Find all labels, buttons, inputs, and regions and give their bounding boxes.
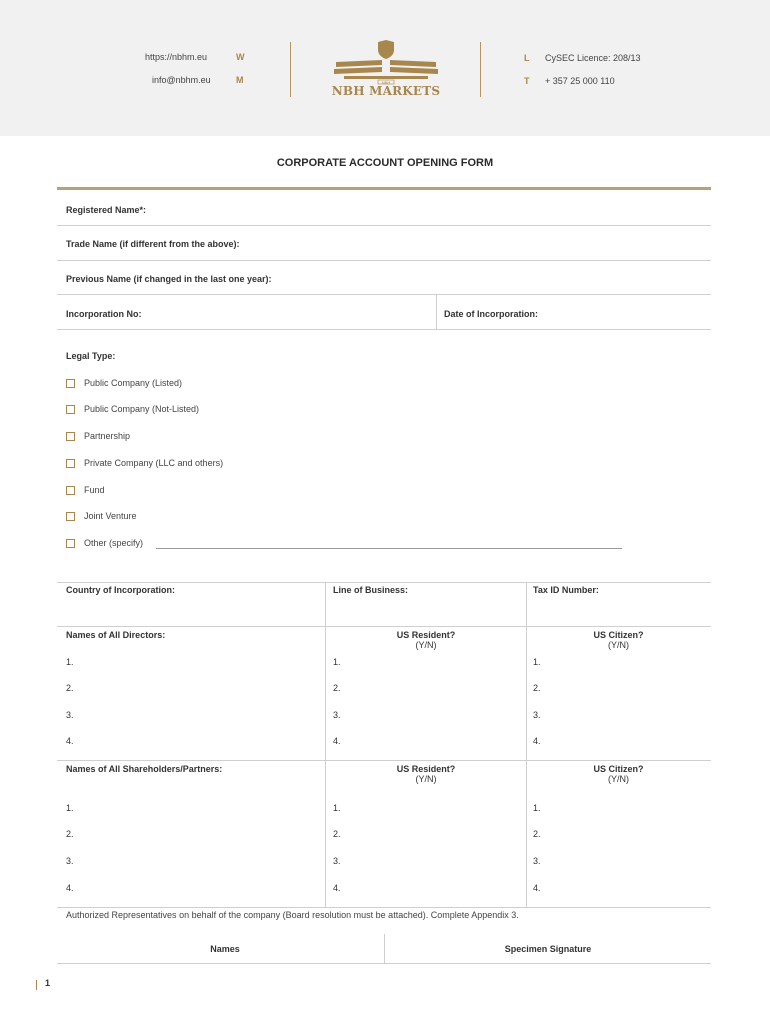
licence-text: CySEC Licence: 208/13 — [545, 53, 641, 63]
director-citizen-number: 3. — [533, 710, 541, 720]
director-row-number: 1. — [66, 657, 74, 667]
checkbox[interactable] — [66, 539, 75, 548]
trade-name-label: Trade Name (if different from the above): — [66, 239, 240, 249]
email-link[interactable]: info@nbhm.eu — [152, 75, 211, 85]
registered-name-field[interactable] — [57, 225, 711, 226]
checkbox[interactable] — [66, 405, 75, 414]
checkbox[interactable] — [66, 512, 75, 521]
directors-label: Names of All Directors: — [66, 630, 166, 640]
email-label: M — [236, 75, 244, 85]
previous-name-label: Previous Name (if changed in the last one year): — [66, 274, 272, 284]
authorized-note: Authorized Representatives on behalf of the company (Board resolution must be attached). Complete Appendix 3. — [66, 910, 519, 920]
shareholder-citizen-number: 1. — [533, 803, 541, 813]
director-citizen-number: 2. — [533, 683, 541, 693]
option-label: Partnership — [84, 431, 131, 441]
phone-label: T — [524, 76, 530, 86]
director-citizen-number: 1. — [533, 657, 541, 667]
shareholder-row-number: 3. — [66, 856, 74, 866]
legal-type-option[interactable] — [66, 484, 105, 496]
director-row-number: 4. — [66, 736, 74, 746]
header-divider-left — [290, 42, 291, 97]
table-column-divider — [325, 582, 326, 907]
table-rule — [57, 626, 711, 627]
legal-type-option[interactable] — [66, 377, 182, 389]
incorporation-field[interactable] — [57, 329, 711, 330]
page-header — [0, 0, 770, 136]
names-header: Names — [210, 944, 240, 954]
incorporation-divider — [436, 294, 437, 329]
logo-small-text: NBH — [381, 80, 391, 85]
director-resident-number: 2. — [333, 683, 341, 693]
option-label: Joint Venture — [84, 511, 137, 521]
page-title: CORPORATE ACCOUNT OPENING FORM — [276, 157, 494, 169]
legal-type-label: Legal Type: — [66, 351, 116, 361]
shareholder-row-number: 4. — [66, 883, 74, 893]
legal-type-option[interactable] — [66, 510, 137, 522]
legal-type-option[interactable] — [66, 403, 199, 415]
shareholders-us-resident-header: US Resident? (Y/N) — [396, 764, 456, 784]
date-of-incorporation-label: Date of Incorporation: — [444, 309, 538, 319]
shareholder-resident-number: 4. — [333, 883, 341, 893]
director-row-number: 2. — [66, 683, 74, 693]
shareholder-row-number: 1. — [66, 803, 74, 813]
shareholders-us-citizen-header: US Citizen? (Y/N) — [593, 764, 644, 784]
checkbox[interactable] — [66, 486, 75, 495]
website-link[interactable]: https://nbhm.eu — [145, 52, 208, 62]
option-label: Other (specify) — [84, 538, 144, 548]
shareholder-citizen-number: 2. — [533, 829, 541, 839]
other-specify-field[interactable] — [156, 548, 622, 549]
licence-label: L — [524, 53, 530, 63]
table-column-divider — [526, 582, 527, 907]
director-row-number: 3. — [66, 710, 74, 720]
legal-type-option[interactable] — [66, 537, 143, 549]
shareholder-citizen-number: 3. — [533, 856, 541, 866]
table-rule — [57, 760, 711, 761]
header-divider-right — [480, 42, 481, 97]
country-label: Country of Incorporation: — [66, 585, 175, 595]
table-bottom-rule — [57, 907, 711, 908]
option-label: Fund — [84, 485, 105, 495]
nbh-logo — [330, 40, 442, 100]
website-label: W — [236, 52, 245, 62]
phone-text[interactable]: + 357 25 000 110 — [545, 76, 615, 86]
specimen-signature-header: Specimen Signature — [504, 944, 592, 954]
checkbox[interactable] — [66, 432, 75, 441]
checkbox[interactable] — [66, 379, 75, 388]
trade-name-field[interactable] — [57, 260, 711, 261]
director-resident-number: 4. — [333, 736, 341, 746]
option-label: Private Company (LLC and others) — [84, 458, 224, 468]
incorporation-no-label: Incorporation No: — [66, 309, 142, 319]
shareholder-row-number: 2. — [66, 829, 74, 839]
shareholder-resident-number: 3. — [333, 856, 341, 866]
title-rule — [57, 187, 711, 190]
director-resident-number: 1. — [333, 657, 341, 667]
line-of-business-label: Line of Business: — [333, 585, 409, 595]
shareholders-label: Names of All Shareholders/Partners: — [66, 764, 223, 774]
shareholder-resident-number: 1. — [333, 803, 341, 813]
directors-us-citizen-header: US Citizen? (Y/N) — [593, 630, 644, 650]
legal-type-option[interactable] — [66, 430, 130, 442]
logo-text: NBH MARKETS — [331, 84, 441, 98]
director-citizen-number: 4. — [533, 736, 541, 746]
signature-rule — [57, 963, 711, 964]
registered-name-label: Registered Name*: — [66, 205, 147, 215]
page-number: 1 — [45, 978, 51, 988]
footer-bar — [36, 980, 37, 990]
shareholder-citizen-number: 4. — [533, 883, 541, 893]
table-top-rule — [57, 582, 711, 583]
directors-us-resident-header: US Resident? (Y/N) — [396, 630, 456, 650]
director-resident-number: 3. — [333, 710, 341, 720]
legal-type-option[interactable] — [66, 457, 223, 469]
option-label: Public Company (Not-Listed) — [84, 404, 200, 414]
tax-id-label: Tax ID Number: — [533, 585, 599, 595]
shareholder-resident-number: 2. — [333, 829, 341, 839]
previous-name-field[interactable] — [57, 294, 711, 295]
checkbox[interactable] — [66, 459, 75, 468]
option-label: Public Company (Listed) — [84, 378, 183, 388]
